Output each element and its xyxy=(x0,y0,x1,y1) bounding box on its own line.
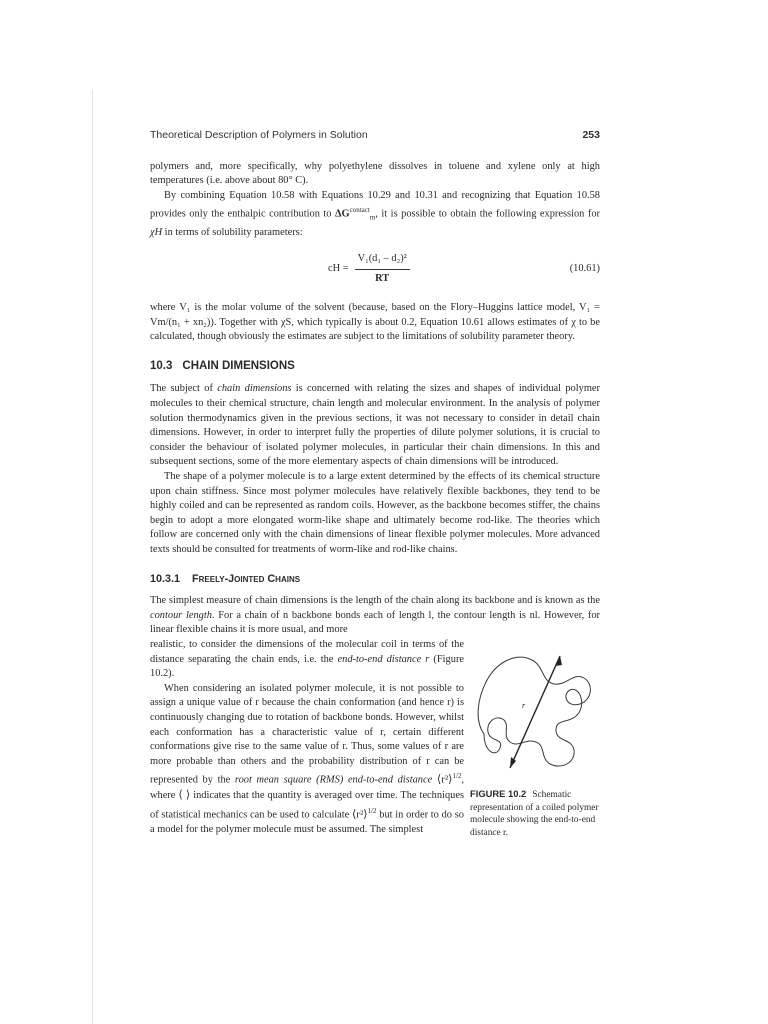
wrapped-text-column xyxy=(150,638,464,838)
equation-denominator: RT xyxy=(375,272,390,284)
running-head xyxy=(150,128,600,143)
section-heading xyxy=(150,359,600,374)
paragraph-7: When considering an isolated polymer molecule, it is not possible to assign a unique value of r because the chain conformation (and hence r) is continuously changing due to rotation of backbone bonds. However, whilst each conformation has a characteristic value of r, certain different conformations give rise to the same value of r. Thus, some values of r are more probable than others and the probability distribution of r can be represented by the root mean square (RMS) end-to-end distance ⟨r²⟩$^{1/2}$, where ⟨ ⟩ indicates that the quantity is averaged over time. The techniques of statistical mechanics can be used to calculate ⟨r²⟩$^{1/2}$ but in order to do so a model for the polymer molecule must be assumed. The simplest xyxy=(150,682,464,836)
polymer-chain-path xyxy=(478,657,590,766)
text-figure-wrap xyxy=(150,638,600,839)
figure-10-2 xyxy=(470,642,600,839)
figure-caption xyxy=(470,788,600,839)
paragraph-5: The shape of a polymer molecule is to a large extent determined by the effects of its chemical structure upon chain stiffness. Since most polymer molecules have relatively flexible backbones, they tend to be highly coiled and can be represented as random coils. However, as the backbone becomes stiffer, the chains begin to adopt a more elongated worm-like shape and ultimately become rod-like. The theories which follow are concerned only with the chain dimensions of linear flexible polymer molecules. More advanced texts should be consulted for treatments of worm-like and rod-like chains. xyxy=(150,471,600,556)
paragraph-1: polymers and, more specifically, why polyethylene dissolves in toluene and xylene only at high temperatures (i.e. above about 80° C). xyxy=(150,160,600,187)
coiled-polymer-diagram xyxy=(470,642,600,784)
equation-lhs: cH = xyxy=(328,262,349,274)
page-number: 253 xyxy=(582,129,600,141)
paragraph-2: By combining Equation 10.58 with Equations 10.29 and 10.31 and recognizing that Equation 10.58 provides only the enthalpic contribution to $\Delta G^{contact}_m$, it is possible to obtain the following expression for χH in terms of solubility parameters: xyxy=(150,189,600,238)
end-to-end-vector xyxy=(510,656,560,768)
section-title: CHAIN DIMENSIONS xyxy=(182,359,295,372)
paragraph-6-continued: realistic, to consider the dimensions of the molecular coil in terms of the distance separating the chain ends, i.e. the end-to-end distance r (Figure 10.2). xyxy=(150,638,465,680)
subsection-number: 10.3.1 xyxy=(150,572,181,585)
subsection-title: Freely-Jointed Chains xyxy=(192,572,301,585)
equation-10-61 xyxy=(150,249,600,289)
delta-g-symbol: ΔG xyxy=(335,208,350,220)
paragraph-4: The subject of chain dimensions is concerned with relating the sizes and shapes of individual polymer molecules to their chemical structure, chain length and molecular environment. In the analysis of polymer solution thermodynamics given in the previous sections, it was not necessary to consider in detail chain dimensions. However, in order to interpret fully the properties of dilute polymer solutions, it is crucial to consider the behaviour of isolated polymer molecules, in particular their chain dimensions. In this and subsequent sections, some of the more elementary aspects of chain dimensions will be introduced. xyxy=(150,383,600,468)
equation-number: (10.61) xyxy=(569,262,600,274)
book-page xyxy=(150,128,600,839)
equation-numerator: V₁(d₁ – d₂)² xyxy=(355,252,410,270)
page-gutter-line xyxy=(92,90,93,1024)
arrowhead-bottom xyxy=(510,757,516,768)
paragraph-6: The simplest measure of chain dimensions is the length of the chain along its backbone and is known as the contour length. For a chain of n backbone bonds each of length l, the contour length is nl. However, for linear flexible chains it is more usual, and more xyxy=(150,595,600,636)
figure-label: FIGURE 10.2 xyxy=(470,787,527,799)
arrowhead-top xyxy=(555,656,562,666)
paragraph-3: where V₁ is the molar volume of the solvent (because, based on the Flory–Huggins lattice model, V₁ = Vm/(n₁ + xn₂)). Together with χS, which typically is about 0.2, Equation 10.61 allows estimates of χ to be calculated, though obviously the estimates are subject to the limitations of solubility parameter theory. xyxy=(150,302,600,343)
figure-caption-text: Schematic representation of a coiled polymer molecule showing the end-to-end distance r. xyxy=(470,789,599,838)
chi-h-symbol: χH xyxy=(150,226,163,238)
running-title: Theoretical Description of Polymers in Solution xyxy=(150,129,368,141)
section-number: 10.3 xyxy=(150,359,173,372)
r-label: r xyxy=(522,700,526,710)
equation-fraction xyxy=(355,252,410,286)
subsection-heading xyxy=(150,572,600,587)
